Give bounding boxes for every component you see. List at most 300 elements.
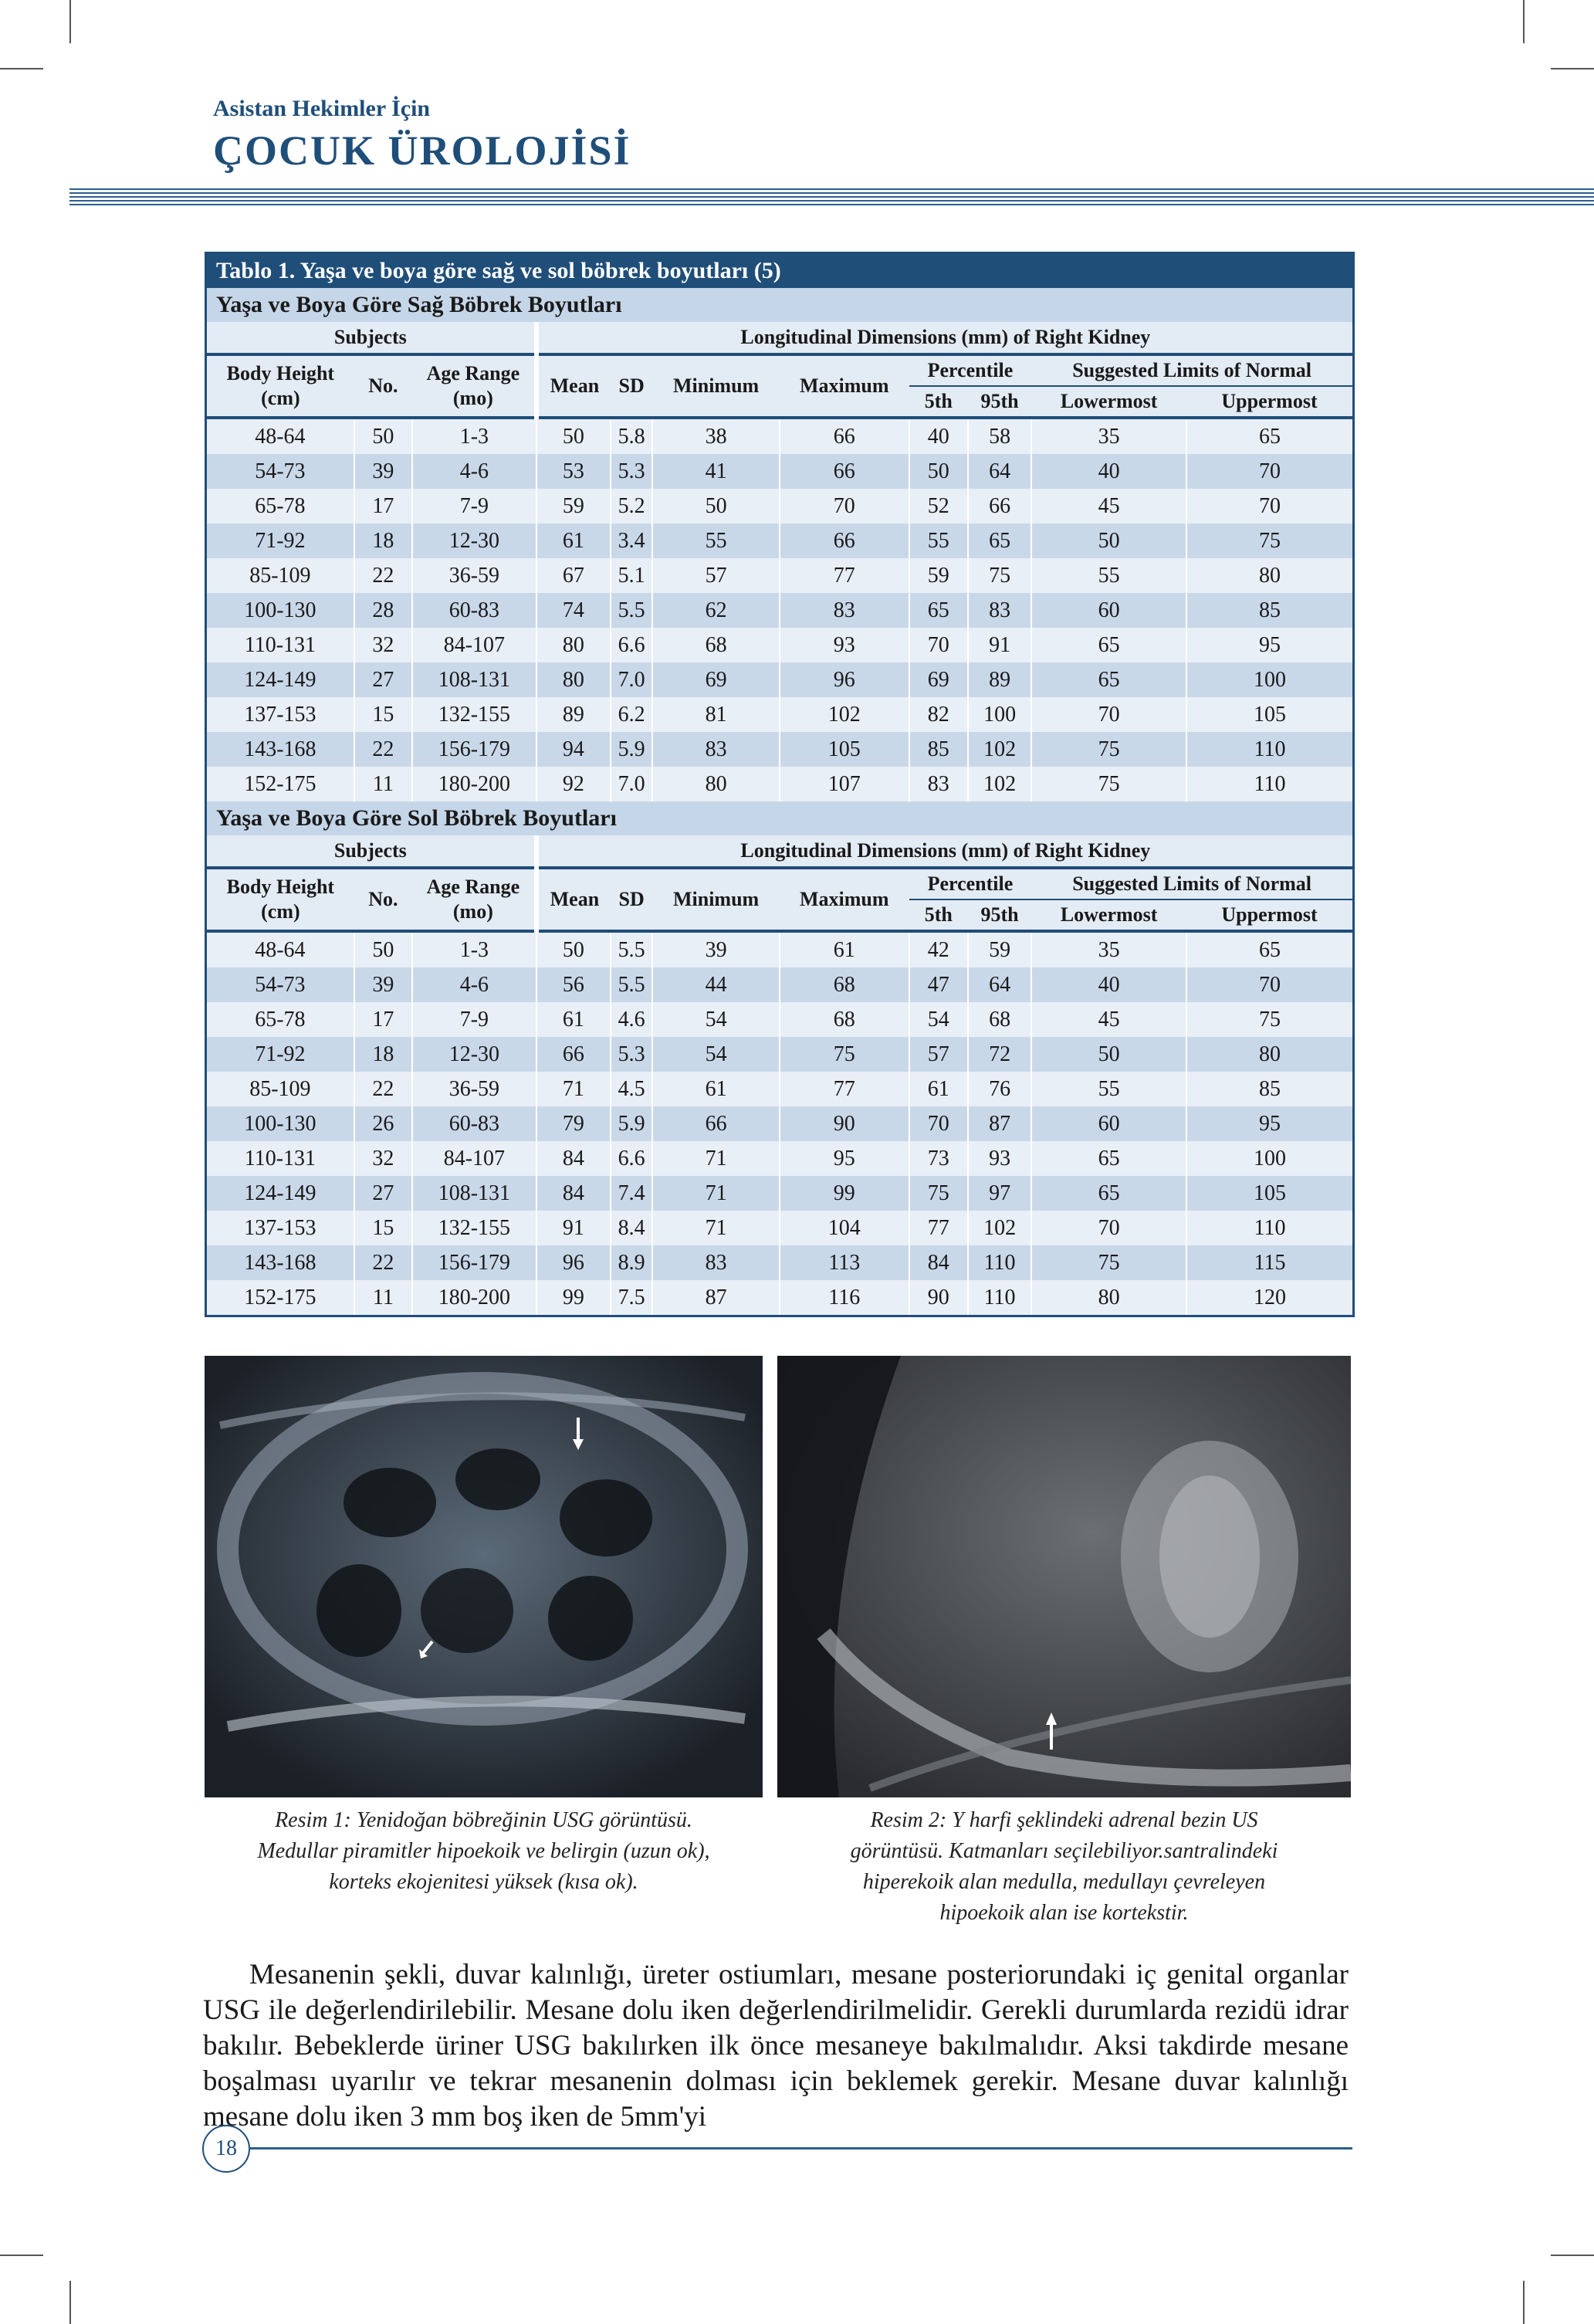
table-row [207, 593, 1352, 628]
table-cell: 62 [652, 593, 780, 628]
table-cell: 50 [1031, 523, 1186, 558]
table-cell: 15 [354, 697, 412, 732]
table-cell: 100 [1186, 1141, 1352, 1176]
table-cell: 55 [1031, 558, 1186, 593]
lowermost-header: Lowermost [1031, 386, 1186, 418]
table-row [207, 662, 1352, 697]
table-cell: 61 [536, 523, 611, 558]
table-cell: 95 [1186, 1106, 1352, 1141]
table-cell: 35 [1031, 418, 1186, 454]
table-row [207, 967, 1352, 1002]
table-cell: 65-78 [207, 489, 354, 523]
table-cell: 107 [780, 767, 909, 801]
table-cell: 64 [968, 454, 1031, 489]
table-cell: 110 [1186, 1211, 1352, 1245]
table-cell: 110-131 [207, 1141, 354, 1176]
table-cell: 67 [536, 558, 611, 593]
table-cell: 108-131 [412, 1176, 536, 1211]
right-kidney-rows [207, 418, 1352, 801]
crop-mark [1523, 2281, 1525, 2324]
table-cell: 27 [354, 1176, 412, 1211]
table-cell: 61 [652, 1072, 780, 1106]
table-cell: 5.3 [611, 454, 652, 489]
table-cell: 113 [780, 1245, 909, 1280]
table-cell: 71 [652, 1176, 780, 1211]
table-cell: 105 [780, 732, 909, 767]
table-cell: 3.4 [611, 523, 652, 558]
table-cell: 71-92 [207, 523, 354, 558]
table-cell: 66 [780, 454, 909, 489]
table-cell: 55 [652, 523, 780, 558]
table-cell: 102 [780, 697, 909, 732]
crop-mark [69, 0, 71, 43]
kidney-dimensions-table [205, 252, 1355, 1317]
table-row [207, 558, 1352, 593]
table-cell: 89 [968, 662, 1031, 697]
table-cell: 75 [968, 558, 1031, 593]
table-cell: 65 [1031, 1176, 1186, 1211]
table-cell: 38 [652, 418, 780, 454]
table-cell: 65 [909, 593, 968, 628]
table-row [207, 732, 1352, 767]
table-cell: 124-149 [207, 662, 354, 697]
crop-mark [69, 2281, 71, 2324]
table-cell: 65 [1031, 662, 1186, 697]
table-cell: 66 [652, 1106, 780, 1141]
right-kidney-section-title: Yaşa ve Boya Göre Sağ Böbrek Boyutları [207, 288, 1352, 322]
5th-header: 5th [909, 899, 968, 931]
table-cell: 65 [1186, 931, 1352, 967]
table-cell: 59 [909, 558, 968, 593]
table-cell: 85-109 [207, 1072, 354, 1106]
table-cell: 79 [536, 1106, 611, 1141]
table-cell: 57 [909, 1037, 968, 1072]
table-caption: Tablo 1. Yaşa ve boya göre sağ ve sol böbrek boyutları (5) [207, 254, 1352, 288]
table-cell: 8.4 [611, 1211, 652, 1245]
table-cell: 91 [968, 628, 1031, 662]
table-cell: 7-9 [412, 1002, 536, 1037]
table-cell: 84 [909, 1245, 968, 1280]
table-cell: 54 [652, 1037, 780, 1072]
lowermost-header: Lowermost [1031, 899, 1186, 931]
table-cell: 89 [536, 697, 611, 732]
left-kidney-section-title: Yaşa ve Boya Göre Sol Böbrek Boyutları [207, 801, 1352, 835]
body-height-header: Body Height (cm) [207, 354, 354, 418]
no-header: No. [354, 868, 412, 931]
table-cell: 60-83 [412, 1106, 536, 1141]
table-cell: 39 [354, 967, 412, 1002]
table-cell: 18 [354, 1037, 412, 1072]
table-cell: 65 [968, 523, 1031, 558]
table-cell: 5.5 [611, 967, 652, 1002]
subjects-header: Subjects [207, 835, 536, 868]
table-cell: 58 [968, 418, 1031, 454]
table-cell: 96 [780, 662, 909, 697]
table-cell: 40 [909, 418, 968, 454]
table-cell: 71 [536, 1072, 611, 1106]
table-cell: 6.6 [611, 628, 652, 662]
table-cell: 12-30 [412, 523, 536, 558]
95th-header: 95th [968, 899, 1031, 931]
table-row [207, 1106, 1352, 1141]
table-cell: 102 [968, 1211, 1031, 1245]
longitudinal-header: Longitudinal Dimensions (mm) of Right Kidney [536, 322, 1352, 354]
table-cell: 35 [1031, 931, 1186, 967]
table-cell: 110 [1186, 732, 1352, 767]
table-cell: 80 [1031, 1280, 1186, 1315]
adrenal-ultrasound-image [777, 1356, 1351, 1797]
body-height-header: Body Height (cm) [207, 868, 354, 931]
table-cell: 54 [652, 1002, 780, 1037]
table-cell: 55 [1031, 1072, 1186, 1106]
table-cell: 15 [354, 1211, 412, 1245]
table-cell: 90 [780, 1106, 909, 1141]
uppermost-header: Uppermost [1186, 899, 1352, 931]
table-row [207, 767, 1352, 801]
table-cell: 100-130 [207, 593, 354, 628]
table-cell: 56 [536, 967, 611, 1002]
table-cell: 7.0 [611, 767, 652, 801]
table-cell: 11 [354, 1280, 412, 1315]
age-range-header: Age Range (mo) [412, 868, 536, 931]
table-cell: 70 [909, 1106, 968, 1141]
left-kidney-rows [207, 931, 1352, 1315]
longitudinal-header: Longitudinal Dimensions (mm) of Right Kidney [536, 835, 1352, 868]
table-cell: 99 [780, 1176, 909, 1211]
crop-mark [0, 2255, 43, 2256]
table-cell: 66 [780, 418, 909, 454]
table-cell: 102 [968, 732, 1031, 767]
table-cell: 100 [968, 697, 1031, 732]
no-header: No. [354, 354, 412, 418]
table-cell: 22 [354, 558, 412, 593]
table-cell: 17 [354, 1002, 412, 1037]
table-cell: 71 [652, 1141, 780, 1176]
table-cell: 85 [1186, 1072, 1352, 1106]
table-cell: 77 [780, 558, 909, 593]
table-cell: 74 [536, 593, 611, 628]
table-cell: 4-6 [412, 967, 536, 1002]
table-cell: 71-92 [207, 1037, 354, 1072]
table-cell: 7.5 [611, 1280, 652, 1315]
table-cell: 124-149 [207, 1176, 354, 1211]
uppermost-header: Uppermost [1186, 386, 1352, 418]
table-cell: 22 [354, 1072, 412, 1106]
table-cell: 60 [1031, 1106, 1186, 1141]
table-cell: 75 [1031, 767, 1186, 801]
table-row [207, 1072, 1352, 1106]
book-title: ÇOCUK ÜROLOJİSİ [213, 127, 631, 174]
table-cell: 104 [780, 1211, 909, 1245]
5th-header: 5th [909, 386, 968, 418]
table-cell: 137-153 [207, 697, 354, 732]
table-row [207, 523, 1352, 558]
table-cell: 61 [536, 1002, 611, 1037]
table-cell: 60 [1031, 593, 1186, 628]
table-cell: 66 [780, 523, 909, 558]
table-cell: 110 [968, 1280, 1031, 1315]
table-cell: 115 [1186, 1245, 1352, 1280]
maximum-header: Maximum [780, 868, 909, 931]
table-cell: 4-6 [412, 454, 536, 489]
table-cell: 87 [652, 1280, 780, 1315]
table-cell: 100-130 [207, 1106, 354, 1141]
table-cell: 18 [354, 523, 412, 558]
table-cell: 156-179 [412, 1245, 536, 1280]
95th-header: 95th [968, 386, 1031, 418]
minimum-header: Minimum [652, 868, 780, 931]
table-cell: 180-200 [412, 767, 536, 801]
table-cell: 64 [968, 967, 1031, 1002]
table-cell: 72 [968, 1037, 1031, 1072]
suggested-limits-header: Suggested Limits of Normal [1031, 868, 1352, 899]
table-cell: 68 [652, 628, 780, 662]
table-cell: 59 [968, 931, 1031, 967]
table-cell: 36-59 [412, 558, 536, 593]
table-cell: 42 [909, 931, 968, 967]
table-cell: 59 [536, 489, 611, 523]
table-cell: 12-30 [412, 1037, 536, 1072]
table-cell: 83 [780, 593, 909, 628]
table-cell: 83 [968, 593, 1031, 628]
table-cell: 4.5 [611, 1072, 652, 1106]
table-cell: 70 [1186, 489, 1352, 523]
table-cell: 99 [536, 1280, 611, 1315]
table-cell: 50 [536, 418, 611, 454]
table-cell: 54-73 [207, 967, 354, 1002]
table-cell: 28 [354, 593, 412, 628]
table-cell: 180-200 [412, 1280, 536, 1315]
percentile-header: Percentile [909, 868, 1032, 899]
table-cell: 93 [968, 1141, 1031, 1176]
table-cell: 108-131 [412, 662, 536, 697]
table-cell: 36-59 [412, 1072, 536, 1106]
table-cell: 17 [354, 489, 412, 523]
table-cell: 22 [354, 1245, 412, 1280]
table-cell: 66 [536, 1037, 611, 1072]
sd-header: SD [611, 868, 652, 931]
table-cell: 50 [354, 418, 412, 454]
table-cell: 85 [909, 732, 968, 767]
table-cell: 7.0 [611, 662, 652, 697]
body-paragraph [203, 1957, 1349, 2135]
table-cell: 94 [536, 732, 611, 767]
table-cell: 5.5 [611, 931, 652, 967]
table-cell: 70 [1186, 967, 1352, 1002]
table-cell: 80 [1186, 558, 1352, 593]
table-row [207, 1211, 1352, 1245]
sd-header: SD [611, 354, 652, 418]
page-number: 18 [202, 2125, 250, 2173]
table-cell: 110 [968, 1245, 1031, 1280]
subjects-header: Subjects [207, 322, 536, 354]
figure-2-caption: Resim 2: Y harfi şeklindeki adrenal bezin US görüntüsü. Katmanları seçilebiliyor.santralindeki hiperekoik alan medulla, medullayı çevreleyen hipoekoik alan ise kortekstir. [850, 1808, 1278, 1925]
table-cell: 80 [536, 628, 611, 662]
table-cell: 84-107 [412, 628, 536, 662]
table-cell: 137-153 [207, 1211, 354, 1245]
table-cell: 65 [1186, 418, 1352, 454]
table-row [207, 1280, 1352, 1315]
table-cell: 55 [909, 523, 968, 558]
table-cell: 77 [909, 1211, 968, 1245]
crop-mark [1551, 68, 1594, 69]
table-cell: 87 [968, 1106, 1031, 1141]
table-cell: 156-179 [412, 732, 536, 767]
table-cell: 75 [1031, 732, 1186, 767]
table-cell: 92 [536, 767, 611, 801]
table-cell: 105 [1186, 1176, 1352, 1211]
header-rule [69, 188, 1594, 207]
table-cell: 77 [780, 1072, 909, 1106]
table-cell: 80 [652, 767, 780, 801]
footer-rule [249, 2147, 1352, 2150]
table-cell: 132-155 [412, 1211, 536, 1245]
table-cell: 53 [536, 454, 611, 489]
table-cell: 40 [1031, 454, 1186, 489]
table-cell: 61 [780, 931, 909, 967]
table-row [207, 931, 1352, 967]
table-cell: 97 [968, 1176, 1031, 1211]
table-cell: 41 [652, 454, 780, 489]
table-cell: 82 [909, 697, 968, 732]
table-cell: 70 [1186, 454, 1352, 489]
table-cell: 47 [909, 967, 968, 1002]
crop-mark [0, 68, 43, 69]
table-cell: 68 [780, 967, 909, 1002]
table-cell: 1-3 [412, 418, 536, 454]
table-row [207, 1176, 1352, 1211]
table-cell: 7-9 [412, 489, 536, 523]
table-cell: 69 [909, 662, 968, 697]
table-cell: 110 [1186, 767, 1352, 801]
table-cell: 50 [354, 931, 412, 967]
table-cell: 84 [536, 1141, 611, 1176]
table-cell: 45 [1031, 489, 1186, 523]
table-cell: 66 [968, 489, 1031, 523]
table-cell: 54 [909, 1002, 968, 1037]
mean-header: Mean [536, 354, 611, 418]
table-cell: 5.5 [611, 593, 652, 628]
table-cell: 65 [1031, 1141, 1186, 1176]
table-cell: 143-168 [207, 1245, 354, 1280]
table-cell: 73 [909, 1141, 968, 1176]
table-cell: 50 [909, 454, 968, 489]
table-cell: 120 [1186, 1280, 1352, 1315]
table-cell: 48-64 [207, 931, 354, 967]
table-cell: 6.6 [611, 1141, 652, 1176]
table-cell: 85 [1186, 593, 1352, 628]
table-row [207, 1245, 1352, 1280]
table-cell: 7.4 [611, 1176, 652, 1211]
table-row [207, 489, 1352, 523]
paragraph-text: Mesanenin şekli, duvar kalınlığı, üreter ostiumları, mesane posteriorundaki iç genital organlar USG ile değerlendirilebilir. Mesane dolu iken değerlendirilmelidir. Gerekli durumlarda rezidü idrar bakılır. Bebeklerde üriner USG bakılırken ilk önce mesaneye bakılmalıdır. Aksi takdirde mesane boşalması uyarılır ve tekrar mesanenin dolması için beklemek gerekir. Mesane duvar kalınlığı mesane dolu iken 3 mm boş iken de 5mm'yi [203, 1959, 1349, 2133]
minimum-header: Minimum [652, 354, 780, 418]
table-cell: 71 [652, 1211, 780, 1245]
crop-mark [1523, 0, 1525, 43]
table-cell: 70 [780, 489, 909, 523]
table-cell: 69 [652, 662, 780, 697]
table-cell: 95 [780, 1141, 909, 1176]
table-cell: 80 [536, 662, 611, 697]
table-cell: 116 [780, 1280, 909, 1315]
table-cell: 83 [652, 732, 780, 767]
table-cell: 65-78 [207, 1002, 354, 1037]
table-cell: 75 [1186, 1002, 1352, 1037]
table-cell: 39 [652, 931, 780, 967]
table-cell: 50 [536, 931, 611, 967]
table-cell: 152-175 [207, 1280, 354, 1315]
table-cell: 44 [652, 967, 780, 1002]
table-cell: 52 [909, 489, 968, 523]
kidney-ultrasound-image [205, 1356, 763, 1797]
table-cell: 70 [1031, 1211, 1186, 1245]
table-cell: 32 [354, 1141, 412, 1176]
table-cell: 40 [1031, 967, 1186, 1002]
table-cell: 5.8 [611, 418, 652, 454]
table-cell: 50 [652, 489, 780, 523]
table-cell: 68 [968, 1002, 1031, 1037]
table-cell: 96 [536, 1245, 611, 1280]
table-cell: 84 [536, 1176, 611, 1211]
table-cell: 75 [1031, 1245, 1186, 1280]
table-cell: 85-109 [207, 558, 354, 593]
table-cell: 110-131 [207, 628, 354, 662]
table-cell: 105 [1186, 697, 1352, 732]
table-cell: 81 [652, 697, 780, 732]
table-cell: 11 [354, 767, 412, 801]
table-cell: 132-155 [412, 697, 536, 732]
table-cell: 48-64 [207, 418, 354, 454]
table-cell: 27 [354, 662, 412, 697]
table-cell: 22 [354, 732, 412, 767]
table-row [207, 1002, 1352, 1037]
table-cell: 45 [1031, 1002, 1186, 1037]
table-cell: 75 [780, 1037, 909, 1072]
table-cell: 26 [354, 1106, 412, 1141]
table-cell: 95 [1186, 628, 1352, 662]
table-cell: 70 [1031, 697, 1186, 732]
age-range-header: Age Range (mo) [412, 354, 536, 418]
table-cell: 75 [909, 1176, 968, 1211]
table-cell: 50 [1031, 1037, 1186, 1072]
table-cell: 32 [354, 628, 412, 662]
table-cell: 91 [536, 1211, 611, 1245]
table-cell: 68 [780, 1002, 909, 1037]
table-cell: 152-175 [207, 767, 354, 801]
table-cell: 83 [909, 767, 968, 801]
book-subtitle: Asistan Hekimler İçin [213, 96, 431, 121]
figure-1-caption: Resim 1: Yenidoğan böbreğinin USG görüntüsü. Medullar piramitler hipoekoik ve belirgin (uzun ok), korteks ekojenitesi yüksek (kısa ok). [257, 1808, 710, 1894]
table-row [207, 697, 1352, 732]
table-cell: 83 [652, 1245, 780, 1280]
table-cell: 90 [909, 1280, 968, 1315]
table-cell: 57 [652, 558, 780, 593]
table-row [207, 1037, 1352, 1072]
table-cell: 93 [780, 628, 909, 662]
table-cell: 6.2 [611, 697, 652, 732]
table-cell: 54-73 [207, 454, 354, 489]
table-row [207, 418, 1352, 454]
table-row [207, 454, 1352, 489]
percentile-header: Percentile [909, 354, 1032, 386]
suggested-limits-header: Suggested Limits of Normal [1031, 354, 1352, 386]
table-cell: 4.6 [611, 1002, 652, 1037]
table-cell: 60-83 [412, 593, 536, 628]
table-cell: 75 [1186, 523, 1352, 558]
table-cell: 100 [1186, 662, 1352, 697]
table-cell: 80 [1186, 1037, 1352, 1072]
mean-header: Mean [536, 868, 611, 931]
